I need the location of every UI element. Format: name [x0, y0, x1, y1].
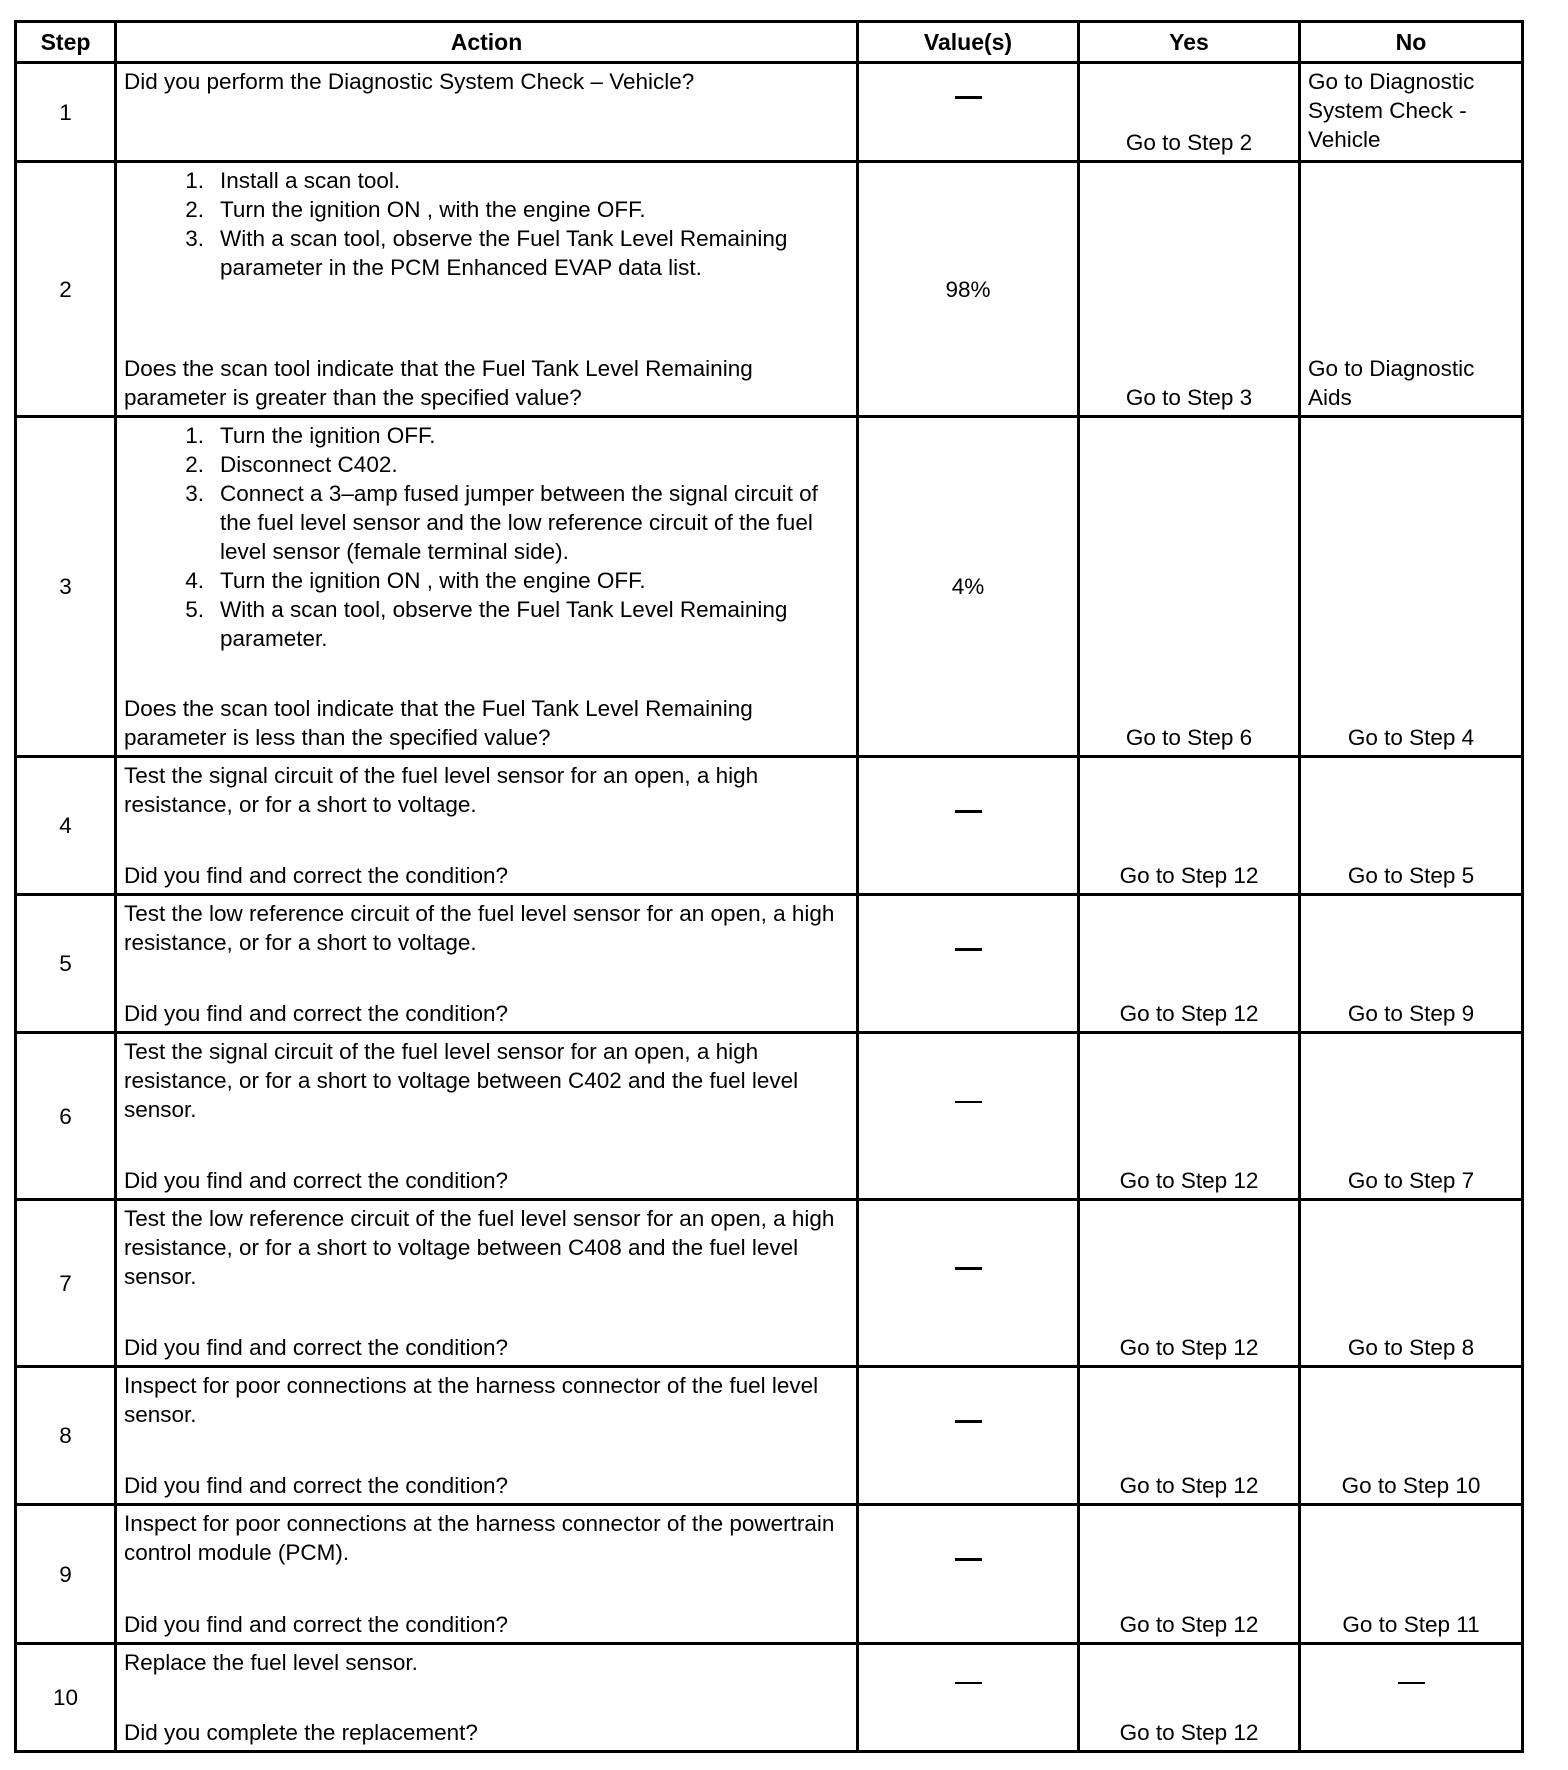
value-cell: [858, 63, 1079, 162]
no-cell: Go to Step 8: [1300, 1200, 1523, 1367]
value-dash: [955, 1682, 982, 1713]
action-question: Did you find and correct the condition?: [124, 1335, 508, 1360]
value-cell: [858, 1200, 1079, 1367]
step-number: 3: [16, 417, 116, 757]
list-item: 3. Connect a 3–amp fused jumper between the signal circuit of the fuel level sensor and the low reference circuit of the fuel level sensor (female terminal side).: [185, 481, 818, 564]
list-item: 1. Turn the ignition OFF.: [185, 423, 436, 448]
table-row: [16, 1367, 1523, 1505]
no-cell: Go to Step 4: [1300, 417, 1523, 757]
step-number: 6: [16, 1033, 116, 1200]
header-no: No: [1300, 22, 1523, 63]
yes-cell: Go to Step 12: [1079, 1367, 1300, 1505]
action-question: Did you find and correct the condition?: [124, 1473, 508, 1498]
action-steps: [124, 421, 849, 653]
no-cell: Go to Step 9: [1300, 895, 1523, 1033]
value-cell: [858, 895, 1079, 1033]
step-number: 7: [16, 1200, 116, 1367]
yes-cell: Go to Step 12: [1079, 757, 1300, 895]
action-cell: [116, 162, 858, 417]
table-row: [16, 1644, 1523, 1752]
action-cell: [116, 1367, 858, 1505]
value-dash: [955, 1420, 982, 1452]
action-text: Test the signal circuit of the fuel level sensor for an open, a high resistance, or for a short to voltage between C402 and the fuel level sensor.: [124, 1039, 799, 1122]
no-cell: Go to Diagnostic System Check - Vehicle: [1300, 63, 1523, 162]
table-row: [16, 1505, 1523, 1644]
list-item: 5. With a scan tool, observe the Fuel Tank Level Remaining parameter.: [185, 597, 788, 651]
yes-cell: Go to Step 12: [1079, 1505, 1300, 1644]
action-cell: [116, 417, 858, 757]
action-cell: [116, 1505, 858, 1644]
action-text: Test the low reference circuit of the fuel level sensor for an open, a high resistance, or for a short to voltage between C408 and the fuel level sensor.: [124, 1206, 835, 1289]
yes-cell: Go to Step 12: [1079, 895, 1300, 1033]
yes-cell: Go to Step 12: [1079, 1644, 1300, 1752]
yes-cell: Go to Step 12: [1079, 1200, 1300, 1367]
yes-cell: Go to Step 12: [1079, 1033, 1300, 1200]
step-number: 2: [16, 162, 116, 417]
value-dash: [955, 810, 982, 842]
list-item: 2. Turn the ignition ON , with the engine OFF.: [185, 197, 646, 222]
action-question: Did you find and correct the condition?: [124, 1612, 508, 1637]
action-cell: [116, 1200, 858, 1367]
yes-cell: Go to Step 2: [1079, 63, 1300, 162]
value-cell: [858, 1644, 1079, 1752]
action-text: Inspect for poor connections at the harness connector of the fuel level sensor.: [124, 1373, 819, 1427]
list-item: 3. With a scan tool, observe the Fuel Tank Level Remaining parameter in the PCM Enhanced EVAP data list.: [185, 226, 788, 280]
header-row: [16, 22, 1523, 63]
action-cell: [116, 757, 858, 895]
no-cell: Go to Diagnostic Aids: [1300, 162, 1523, 417]
value-cell: 98%: [858, 162, 1079, 417]
no-cell: Go to Step 7: [1300, 1033, 1523, 1200]
step-number: 5: [16, 895, 116, 1033]
action-cell: [116, 1033, 858, 1200]
table-row: [16, 63, 1523, 162]
action-question: Did you find and correct the condition?: [124, 1001, 508, 1026]
action-question: Did you complete the replacement?: [124, 1720, 478, 1745]
value-cell: [858, 757, 1079, 895]
action-cell: [116, 63, 858, 162]
action-text: Inspect for poor connections at the harness connector of the powertrain control module (PCM).: [124, 1511, 835, 1565]
header-action: Action: [116, 22, 858, 63]
value-dash: [955, 1558, 982, 1590]
list-item: 1. Install a scan tool.: [185, 168, 401, 193]
value-dash: [955, 948, 982, 980]
step-number: 10: [16, 1644, 116, 1752]
action-text: Replace the fuel level sensor.: [124, 1650, 418, 1675]
value-cell: [858, 1033, 1079, 1200]
action-text: Did you perform the Diagnostic System Check – Vehicle?: [124, 69, 695, 94]
action-cell: [116, 1644, 858, 1752]
list-item: 2. Disconnect C402.: [185, 452, 398, 477]
header-yes: Yes: [1079, 22, 1300, 63]
table-row: [16, 895, 1523, 1033]
table-row: [16, 162, 1523, 417]
list-item: 4. Turn the ignition ON , with the engine OFF.: [185, 568, 646, 593]
no-cell: Go to Step 11: [1300, 1505, 1523, 1644]
diagnostic-table-page: [14, 20, 1524, 1753]
no-dash: [1398, 1682, 1425, 1713]
no-cell: Go to Step 10: [1300, 1367, 1523, 1505]
diagnostic-table: [14, 20, 1524, 1753]
step-number: 1: [16, 63, 116, 162]
no-cell: [1300, 1644, 1523, 1752]
step-number: 4: [16, 757, 116, 895]
action-text: Test the signal circuit of the fuel level sensor for an open, a high resistance, or for a short to voltage.: [124, 763, 759, 817]
yes-cell: Go to Step 6: [1079, 417, 1300, 757]
table-row: [16, 417, 1523, 757]
action-text: Test the low reference circuit of the fuel level sensor for an open, a high resistance, or for a short to voltage.: [124, 901, 835, 955]
header-step: Step: [16, 22, 116, 63]
action-question: Did you find and correct the condition?: [124, 1168, 508, 1193]
step-number: 8: [16, 1367, 116, 1505]
value-dash: [955, 96, 982, 128]
action-question: Does the scan tool indicate that the Fuel Tank Level Remaining parameter is greater than the specified value?: [124, 356, 753, 410]
table-row: [16, 1033, 1523, 1200]
value-cell: 4%: [858, 417, 1079, 757]
yes-cell: Go to Step 3: [1079, 162, 1300, 417]
table-row: [16, 1200, 1523, 1367]
step-number: 9: [16, 1505, 116, 1644]
action-steps: [124, 166, 849, 282]
table-row: [16, 757, 1523, 895]
action-question: Did you find and correct the condition?: [124, 863, 508, 888]
value-dash: [955, 1101, 982, 1132]
header-values: Value(s): [858, 22, 1079, 63]
value-dash: [955, 1267, 982, 1299]
value-cell: [858, 1505, 1079, 1644]
action-question: Does the scan tool indicate that the Fuel Tank Level Remaining parameter is less than the specified value?: [124, 696, 753, 750]
action-cell: [116, 895, 858, 1033]
value-cell: [858, 1367, 1079, 1505]
no-cell: Go to Step 5: [1300, 757, 1523, 895]
